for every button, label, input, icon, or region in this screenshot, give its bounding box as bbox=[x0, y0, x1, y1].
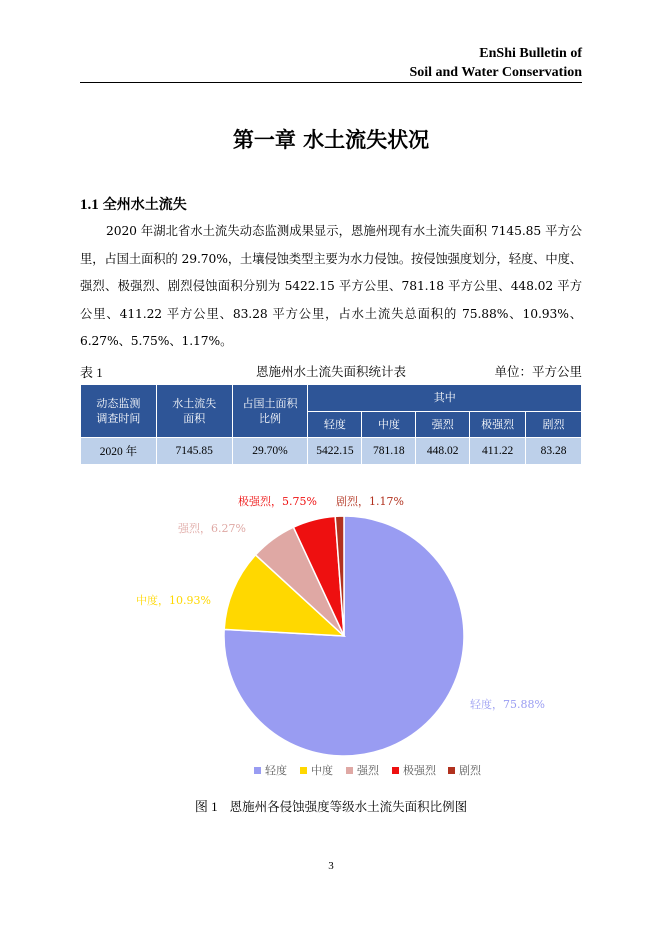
legend-label-0: 轻度 bbox=[265, 764, 287, 777]
legend-swatch-3 bbox=[392, 767, 399, 774]
cell-area: 7145.85 bbox=[156, 438, 232, 465]
legend-label-2: 强烈 bbox=[357, 764, 379, 777]
table-unit: 单位：平方公里 bbox=[494, 364, 582, 379]
legend-swatch-0 bbox=[254, 767, 261, 774]
figure-number: 图 1 bbox=[194, 799, 218, 814]
pie-data-label-2: 强烈，6.27% bbox=[178, 522, 246, 535]
section-number: 1.1 bbox=[80, 197, 99, 213]
cell-strong: 448.02 bbox=[416, 438, 470, 465]
legend-swatch-4 bbox=[448, 767, 455, 774]
page-number: 3 bbox=[328, 860, 334, 872]
header-sub-very-strong: 极强烈 bbox=[470, 411, 526, 438]
header-sub-severe: 剧烈 bbox=[526, 411, 582, 438]
journal-header-line1: EnShi Bulletin of bbox=[479, 46, 582, 61]
body-paragraph: 2020 年湖北省水土流失动态监测成果显示，恩施州现有水土流失面积 7145.85 平方公里，占国土面积的 29.70%，土壤侵蚀类型主要为水力侵蚀。按侵蚀强度划分，轻度、中度、强烈、极强烈、剧烈侵蚀面积分别为 5422.15 平方公里、781.18 平方公里、448.02 平方公里、411.22 平方公里、83.28 平方公里，占水土流失总面积的 75.88%、10.93%、6.27%、5.75%、1.17%。 bbox=[80, 224, 582, 348]
chapter-title: 第一章 水土流失状况 bbox=[232, 128, 430, 152]
legend-label-3: 极强烈 bbox=[403, 764, 436, 777]
pie-data-label-3: 极强烈，5.75% bbox=[238, 495, 317, 508]
header-area: 水土流失面积 bbox=[156, 385, 232, 438]
cell-very-strong: 411.22 bbox=[470, 438, 526, 465]
table-title: 恩施州水土流失面积统计表 bbox=[255, 364, 406, 379]
cell-moderate: 781.18 bbox=[362, 438, 416, 465]
journal-header bbox=[82, 44, 582, 82]
legend-swatch-2 bbox=[346, 767, 353, 774]
journal-header-line2: Soil and Water Conservation bbox=[409, 65, 582, 80]
header-sub-light: 轻度 bbox=[308, 411, 362, 438]
table-caption bbox=[80, 362, 582, 380]
header-ratio: 占国土面积比例 bbox=[232, 385, 308, 438]
cell-ratio: 29.70% bbox=[232, 438, 308, 465]
table-row bbox=[81, 438, 582, 465]
header-period: 动态监测调查时间 bbox=[81, 385, 157, 438]
pie-data-label-4: 剧烈，1.17% bbox=[336, 495, 404, 508]
legend-label-1: 中度 bbox=[311, 764, 333, 777]
cell-severe: 83.28 bbox=[526, 438, 582, 465]
header-rule bbox=[80, 82, 582, 83]
cell-light: 5422.15 bbox=[308, 438, 362, 465]
section-title: 全州水土流失 bbox=[102, 197, 187, 213]
pie-chart bbox=[0, 480, 662, 790]
table-label: 表 1 bbox=[80, 365, 103, 380]
section-heading bbox=[80, 194, 187, 214]
legend-label-4: 剧烈 bbox=[459, 764, 481, 777]
figure-title: 恩施州各侵蚀强度等级水土流失面积比例图 bbox=[229, 799, 468, 814]
legend-swatch-1 bbox=[300, 767, 307, 774]
pie-data-label-0: 轻度，75.88% bbox=[470, 698, 545, 711]
cell-period: 2020 年 bbox=[81, 438, 157, 465]
figure-caption bbox=[0, 796, 662, 815]
header-sub-moderate: 中度 bbox=[362, 411, 416, 438]
statistics-table bbox=[80, 384, 582, 465]
header-group: 其中 bbox=[308, 385, 582, 412]
pie-data-label-1: 中度，10.93% bbox=[136, 594, 211, 607]
header-sub-strong: 强烈 bbox=[416, 411, 470, 438]
